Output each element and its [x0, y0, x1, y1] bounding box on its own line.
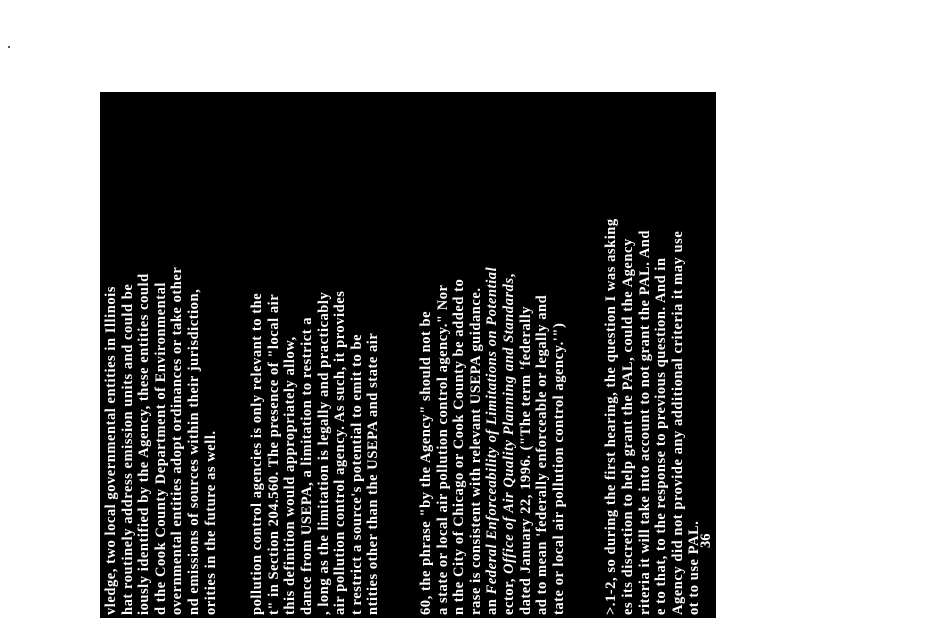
text-line: Agency did not provide any additional criteria it may use [669, 230, 686, 615]
text-line: stablished through the answers that Agency does have a [768, 241, 785, 615]
text-line: 52.21(aa) and 51.166(w), no additional criteria exist [894, 268, 911, 615]
text-line: hat routinely address emission units and could be [119, 283, 136, 615]
text-line: rase is consistent with relevant USEPA guidance. [467, 287, 484, 615]
text-line: part K of proposed Part 204. See, proposed Section [910, 272, 927, 615]
text-line: an Federal Enforceability of Limitations on Potential [484, 266, 501, 615]
text-line: >.1-2, so during the first hearing, the question I was asking [603, 218, 620, 615]
text-line: overnmental entities adopt ordinances or take other [169, 266, 186, 615]
text-line: tate or local air pollution control agency.'") [550, 322, 567, 615]
text-line: es its discretion to help grant the PAL, could the Agency [620, 238, 636, 615]
text-line: dance from USEPA, a limitation to restrict a [299, 316, 315, 615]
text-line: ercising the discretion not grant, are there any criteria that [801, 217, 818, 615]
text-line: ntities other than the USEPA and state air [365, 332, 382, 615]
text-line: vledge, two local governmental entities in Illinois [103, 286, 119, 615]
text-line: riteria it will take into account to not grant the PAL. And [636, 230, 653, 615]
text-line: in proposed Section 204.1800 is consistent with the [877, 275, 894, 615]
text-line: , long as the limitation is legally and practicably [315, 291, 332, 615]
scanned-page [100, 92, 927, 618]
text-line: n the City of Chicago or Cook County be added to [451, 278, 468, 615]
text-line: n when the applicant complies with all the requirements, [785, 234, 802, 615]
text-line: pollution control agencies is only relevant to the [249, 292, 266, 615]
text-line: ector, Office of Air Quality Planning and Standards, [501, 273, 517, 615]
text-line: rcising that the Agency has in mind at this point that it will [818, 217, 835, 615]
text-line: this definition would appropriately allow, [282, 336, 299, 615]
text-line: ad to mean 'federally enforceable or legally and [534, 294, 551, 615]
text-line: d the Cook County Department of Environmental [152, 281, 169, 615]
text-line: orities in the future as well. [202, 430, 219, 615]
text-line: ot to use PAL. [686, 520, 703, 615]
text-line: e to that, to the response to previous question. And in [653, 257, 670, 615]
text-line: a state or local air pollution control agency." Nor [434, 284, 451, 615]
text-line: update that question one more time. [732, 372, 748, 615]
text-line: e exercising its discretion. (Tr. at 98-99). [835, 345, 851, 615]
text-line: 60, the phrase "by the Agency" should not be [418, 310, 434, 615]
text-line: dated January 22, 1996. ("The term 'federally [517, 305, 534, 615]
text-line: t" in Section 204.560. The presence of "local air [265, 293, 282, 615]
text-line: nd emissions of sources within their jurisdiction, [186, 288, 202, 615]
text-line: iously identified by the Agency, these entities could [136, 273, 153, 615]
rotated-text-area [100, 92, 927, 618]
text-line: air pollution control agency. As such, it provides [332, 290, 349, 615]
page-number: 36 [698, 533, 714, 548]
scan-speck [8, 46, 10, 48]
text-line: t restrict a source's potential to emit to be [348, 333, 365, 615]
